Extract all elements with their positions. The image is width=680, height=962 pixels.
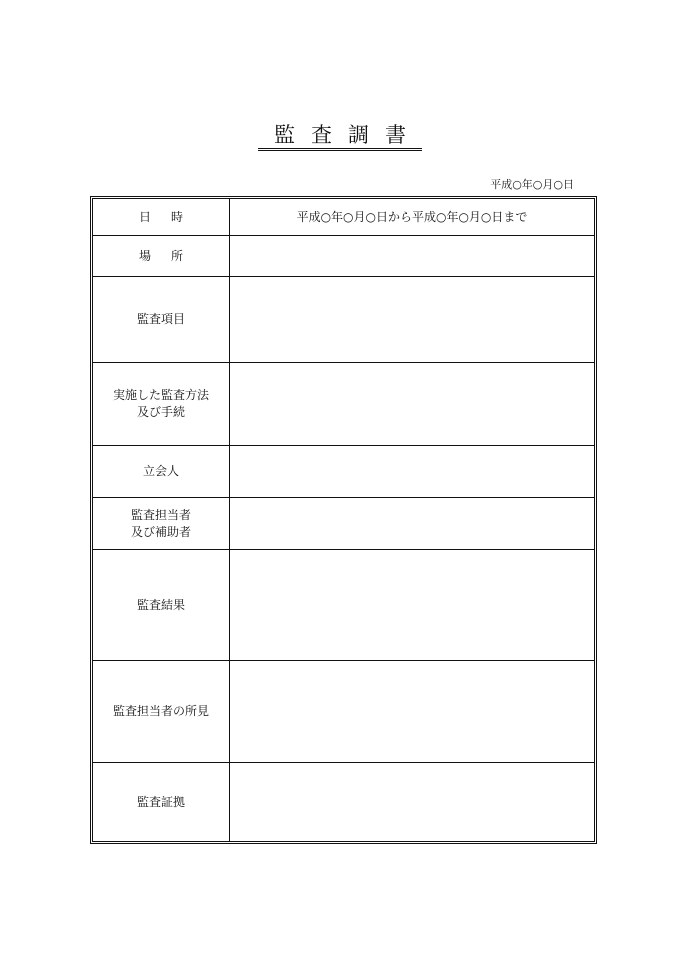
label-audit-methods-line2: 及び手続 bbox=[136, 405, 185, 419]
value-witness[interactable] bbox=[230, 446, 594, 497]
value-audit-items[interactable] bbox=[230, 277, 594, 362]
label-place bbox=[93, 236, 230, 276]
label-audit-items: 監査項目 bbox=[93, 277, 230, 362]
value-auditor-opinion[interactable] bbox=[230, 661, 594, 762]
document-title-text: 監査調書 bbox=[258, 122, 422, 151]
row-audit-methods bbox=[93, 362, 594, 445]
label-auditors-line2: 及び補助者 bbox=[130, 524, 191, 539]
value-place[interactable] bbox=[230, 236, 594, 276]
row-auditors bbox=[93, 497, 594, 549]
row-auditor-opinion bbox=[93, 660, 594, 762]
value-audit-methods[interactable] bbox=[230, 363, 594, 445]
label-audit-evidence: 監査証拠 bbox=[93, 763, 230, 841]
label-audit-methods bbox=[93, 363, 230, 445]
label-auditors bbox=[93, 498, 230, 549]
row-witness bbox=[93, 445, 594, 497]
value-datetime[interactable]: 平成○年○月○日から平成○年○月○日まで bbox=[296, 209, 528, 224]
row-audit-evidence bbox=[93, 762, 594, 841]
label-audit-results: 監査結果 bbox=[93, 550, 230, 660]
label-datetime-text: 日時 bbox=[138, 209, 203, 224]
row-datetime bbox=[93, 199, 594, 235]
label-auditor-opinion: 監査担当者の所見 bbox=[93, 661, 230, 762]
row-audit-items bbox=[93, 276, 594, 362]
document-title bbox=[0, 121, 680, 151]
value-audit-evidence[interactable] bbox=[230, 763, 594, 841]
row-place bbox=[93, 235, 594, 276]
value-auditors[interactable] bbox=[230, 498, 594, 549]
label-place-text: 場所 bbox=[138, 248, 203, 263]
row-audit-results bbox=[93, 549, 594, 660]
label-auditors-line1: 監査担当者 bbox=[130, 507, 191, 522]
label-audit-methods-line1: 実施した監査方法 bbox=[112, 388, 209, 402]
label-witness: 立会人 bbox=[93, 446, 230, 497]
value-audit-results[interactable] bbox=[230, 550, 594, 660]
label-datetime bbox=[93, 199, 230, 235]
audit-form-table bbox=[90, 196, 597, 844]
document-date: 平成○年○月○日 bbox=[490, 178, 574, 191]
